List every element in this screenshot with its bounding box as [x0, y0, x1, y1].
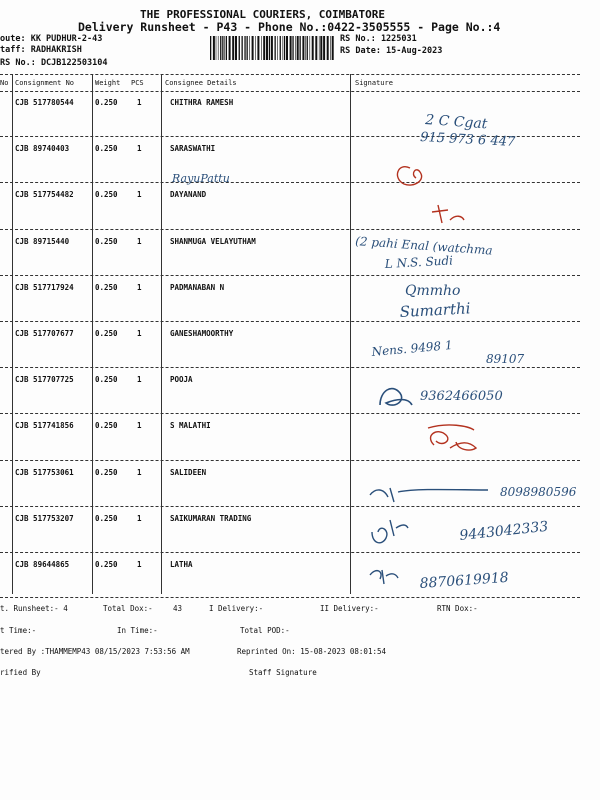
ii-delivery: II Delivery:-	[320, 604, 379, 613]
barcode-bar	[312, 36, 314, 60]
consignment-number: CJB 89715440	[15, 236, 70, 246]
consignee-name: S MALATHI	[170, 421, 211, 431]
barcode-bar	[315, 36, 317, 60]
handwriting-row10-phone: 9443042333	[458, 518, 550, 544]
consignee-name: SALIDEEN	[170, 467, 207, 477]
consignment-number: CJB 517753207	[15, 513, 74, 523]
col-header-consignment: Consignment No	[15, 79, 75, 87]
consignment-number: CJB 89740403	[15, 144, 70, 154]
total-dox-label: Total Dox:-	[103, 604, 153, 613]
handwriting-row1-phone: 915 973 6 447	[419, 130, 516, 150]
consignment-number: CJB 517753061	[15, 467, 74, 477]
barcode-bar	[295, 36, 296, 60]
pcs-value: 1	[137, 513, 142, 523]
rtn-dox: RTN Dox:-	[437, 604, 478, 613]
consignee-name: SAIKUMARAN TRADING	[170, 513, 252, 523]
rs-date: RS Date: 15-Aug-2023	[340, 46, 443, 56]
signature-scribble	[380, 389, 412, 406]
weight-value: 0.250	[95, 98, 118, 107]
handwriting-row7-phone: 9362466050	[420, 389, 503, 404]
weight-value: 0.250	[95, 236, 118, 246]
consignment-number: CJB 517707677	[15, 329, 74, 338]
total-runsheet: t. Runsheet:- 4	[0, 604, 68, 613]
barcode-bar	[255, 36, 256, 60]
barcode-bar	[269, 36, 270, 60]
barcode-bar	[244, 36, 245, 60]
handwriting-row2-note: RayuPattu	[172, 172, 230, 185]
barcode-bar	[283, 36, 284, 60]
row-separator	[0, 182, 580, 183]
consignment-number: CJB 517754482	[15, 190, 74, 200]
handwriting-row11-phone: 8870619918	[419, 569, 510, 592]
col-header-no: No	[0, 79, 9, 87]
barcode-bar	[261, 36, 262, 60]
consignee-name: CHITHRA RAMESH	[170, 98, 234, 107]
row-separator	[0, 413, 580, 414]
weight-value: 0.250	[95, 421, 118, 431]
barcode-bar	[263, 36, 265, 60]
barcode-bar	[235, 36, 237, 60]
signature-scribble	[370, 488, 488, 502]
row-separator	[0, 229, 580, 230]
rs-no-right: RS No.: 1225031	[340, 34, 417, 44]
barcode-bar	[290, 36, 292, 60]
pcs-value: 1	[137, 421, 142, 431]
row-separator	[0, 321, 580, 322]
barcode-bar	[242, 36, 243, 60]
consignee-name: POOJA	[170, 375, 193, 385]
consignment-number: CJB 517707725	[15, 375, 74, 385]
verified-by: rified By	[0, 668, 41, 677]
route-label: oute: KK PUDHUR-2-43	[0, 34, 103, 44]
pcs-value: 1	[137, 329, 142, 338]
row-separator	[0, 136, 580, 137]
col-header-signature: Signature	[355, 79, 393, 87]
barcode-bar	[213, 36, 215, 60]
pcs-value: 1	[137, 144, 142, 154]
weight-value: 0.250	[95, 375, 118, 385]
row-separator	[0, 275, 580, 276]
header-rule	[0, 91, 580, 92]
row-separator	[0, 552, 580, 553]
barcode-bar	[222, 36, 223, 60]
rs-no-left: RS No.: DCJB122503104	[0, 58, 108, 68]
col-header-weight: Weight	[95, 79, 121, 87]
consignee-name: PADMANABAN N	[170, 282, 225, 292]
staff-label: taff: RADHAKRISH	[0, 45, 82, 55]
weight-value: 0.250	[95, 513, 118, 523]
handwriting-row5-note2: Sumarthi	[399, 299, 471, 321]
weight-value: 0.250	[95, 560, 118, 569]
in-time: In Time:-	[117, 626, 158, 635]
barcode-bar	[239, 36, 240, 60]
barcode-bar	[210, 36, 211, 60]
handwriting-row9-phone: 8098980596	[500, 485, 577, 499]
weight-value: 0.250	[95, 329, 118, 338]
handwriting-row6-note: Nens. 9498 1	[371, 337, 454, 359]
staff-signature: Staff Signature	[249, 668, 317, 677]
barcode-bar	[275, 36, 276, 60]
barcode-bar	[229, 36, 231, 60]
i-delivery: I Delivery:-	[209, 604, 264, 613]
barcode-bar	[280, 36, 281, 60]
barcode-bar	[332, 36, 334, 60]
consignee-name: DAYANAND	[170, 190, 207, 200]
barcode-bar	[218, 36, 219, 60]
consignee-name: GANESHAMOORTHY	[170, 329, 234, 338]
signature-scribble	[428, 425, 476, 450]
pcs-value: 1	[137, 98, 142, 107]
signature-scribble	[370, 570, 398, 584]
company-title: THE PROFESSIONAL COURIERS, COIMBATORE	[140, 8, 386, 21]
barcode-bar	[249, 36, 250, 60]
pcs-value: 1	[137, 236, 142, 246]
barcode-bar	[247, 36, 248, 60]
barcode-bar	[271, 36, 273, 60]
barcode-bar	[310, 36, 311, 60]
handwriting-row4-note1: (2 pahi Enal (watchma	[354, 234, 493, 258]
barcode-bar	[320, 36, 322, 60]
barcode-bar	[305, 36, 306, 60]
weight-value: 0.250	[95, 282, 118, 292]
barcode-bar	[323, 36, 325, 60]
total-pod: Total POD:-	[240, 626, 290, 635]
barcode-bar	[232, 36, 234, 60]
handwriting-row4-note2: L N.S. Sudi	[384, 253, 454, 271]
consignee-name: LATHA	[170, 560, 193, 569]
reprinted-on: Reprinted On: 15-08-2023 08:01:54	[237, 647, 387, 656]
consignee-name: SHANMUGA VELAYUTHAM	[170, 236, 256, 246]
consignment-number: CJB 517780544	[15, 98, 74, 107]
row-separator	[0, 506, 580, 507]
barcode-bar	[220, 36, 221, 60]
handwriting-row6-note2: 89107	[486, 352, 525, 366]
consignment-number: CJB 517741856	[15, 421, 74, 431]
barcode	[210, 36, 334, 60]
col-divider	[12, 74, 13, 594]
consignment-number: CJB 89644865	[15, 560, 70, 569]
weight-value: 0.250	[95, 467, 118, 477]
pcs-value: 1	[137, 467, 142, 477]
barcode-bar	[302, 36, 304, 60]
barcode-bar	[319, 36, 320, 60]
table-top-rule	[0, 74, 580, 75]
barcode-bar	[257, 36, 259, 60]
col-divider	[350, 74, 351, 594]
signature-scribble	[432, 205, 464, 223]
handwriting-row1-name: 2 C Cgat	[424, 112, 488, 133]
col-header-consignee: Consignee Details	[165, 79, 237, 87]
row-separator	[0, 460, 580, 461]
entered-by: tered By :THAMMEMP43 08/15/2023 7:53:56 AM	[0, 647, 190, 656]
total-dox-value: 43	[173, 604, 183, 613]
barcode-bar	[292, 36, 293, 60]
out-time: t Time:-	[0, 626, 37, 635]
pcs-value: 1	[137, 375, 142, 385]
pcs-value: 1	[137, 560, 142, 569]
weight-value: 0.250	[95, 190, 118, 200]
col-divider	[92, 74, 93, 594]
handwriting-row5-note1: Qmmho	[405, 283, 461, 299]
barcode-bar	[224, 36, 225, 60]
row-separator	[0, 367, 580, 368]
consignee-name: SARASWATHI	[170, 144, 216, 154]
barcode-bar	[252, 36, 254, 60]
barcode-bar	[277, 36, 278, 60]
barcode-bar	[226, 36, 227, 60]
barcode-bar	[300, 36, 301, 60]
barcode-bar	[327, 36, 329, 60]
barcode-bar	[286, 36, 288, 60]
footer-rule	[0, 597, 580, 598]
signature-scribble	[372, 520, 408, 543]
col-header-pcs: PCS	[131, 79, 144, 87]
pcs-value: 1	[137, 190, 142, 200]
weight-value: 0.250	[95, 144, 118, 154]
barcode-bar	[284, 36, 285, 60]
consignment-number: CJB 517717924	[15, 282, 74, 292]
col-divider	[161, 74, 162, 594]
barcode-bar	[307, 36, 308, 60]
runsheet-title: Delivery Runsheet - P43 - Phone No.:0422-3505555 - Page No.:4	[78, 20, 501, 34]
barcode-bar	[216, 36, 217, 60]
barcode-bar	[297, 36, 299, 60]
pcs-value: 1	[137, 282, 142, 292]
barcode-bar	[330, 36, 331, 60]
barcode-bar	[266, 36, 268, 60]
